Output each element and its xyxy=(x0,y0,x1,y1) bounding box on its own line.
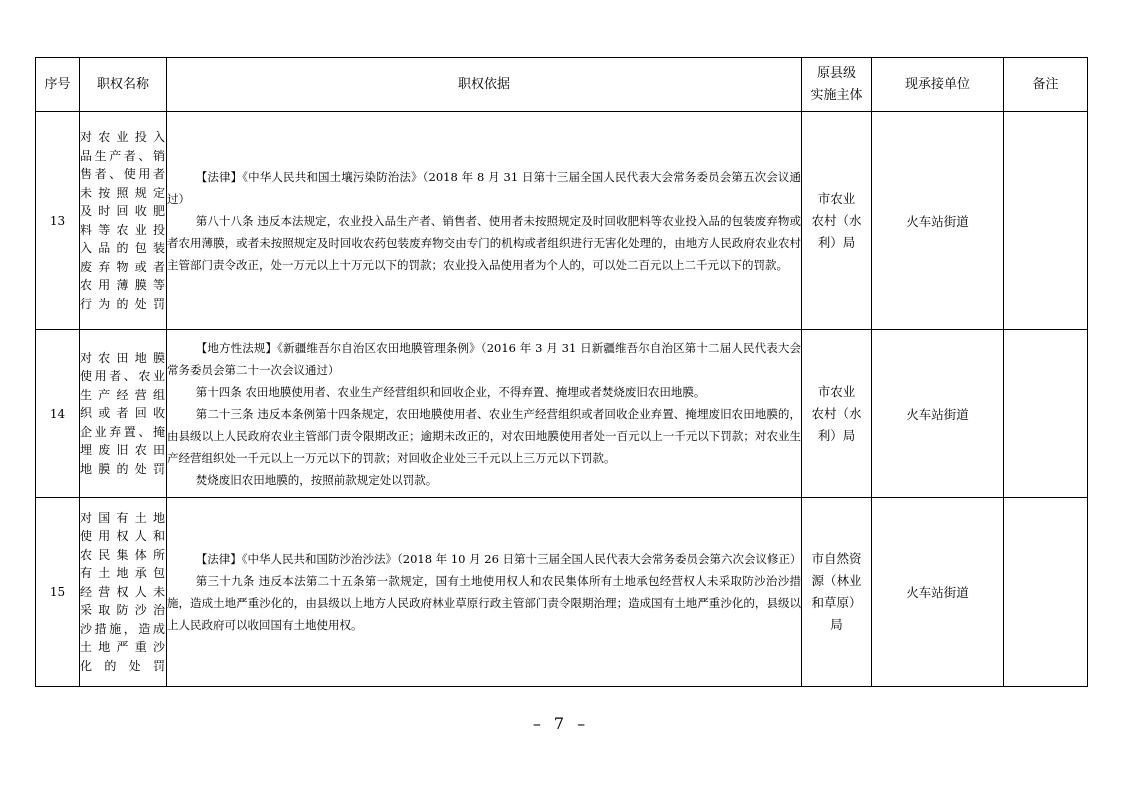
subject-line: 和草原） xyxy=(811,595,862,610)
row-authority-basis xyxy=(167,112,802,330)
name-line: 未按照规定 xyxy=(80,185,166,200)
name-line: 织或者回收 xyxy=(80,406,166,421)
basis-paragraph: 第二十三条 违反本条例第十四条规定，农田地膜使用者、农业生产经营组织或者回收企业弃置、掩埋废旧农田地膜的，由县级以上人民政府农业主管部门责令限期改正；逾期未改正的，对农田地膜使用者处一百元以上一千元以下罚款；对农业生产经营组织处一千元以上一万元以下的罚款；对回收企业处三千元以上三万元以下罚款。 xyxy=(167,406,801,465)
subject-line: 市农业 xyxy=(817,190,856,206)
row-note xyxy=(1004,112,1088,330)
name-line: 使用权人和 xyxy=(80,529,166,544)
name-line: 对国有土地 xyxy=(80,510,166,525)
basis-paragraph: 【法律】《中华人民共和国土壤污染防治法》（2018 年 8 月 31 日第十三届全国人民代表大会常务委员会第五次会议通过） xyxy=(167,169,801,206)
name-line: 行为的处罚 xyxy=(80,296,166,311)
row-receiving-unit: 火车站街道 xyxy=(872,498,1004,687)
subject-line: 市自然资 xyxy=(811,551,862,566)
name-line: 地膜的处罚 xyxy=(80,461,166,476)
header-subject xyxy=(802,58,872,112)
name-line: 埋废旧农田 xyxy=(80,443,166,458)
row-note xyxy=(1004,498,1088,687)
name-line: 及时回收肥 xyxy=(80,204,166,218)
row-original-subject xyxy=(802,498,872,687)
name-line: 售者、使用者 xyxy=(80,167,166,181)
row-authority-basis xyxy=(167,498,802,687)
name-line: 土地严重沙 xyxy=(80,640,166,655)
basis-paragraph: 【地方性法规】《新疆维吾尔自治区农田地膜管理条例》（2016 年 3 月 31 日新疆维吾尔自治区第十二届人民代表大会常务委员会第二十一次会议通过） xyxy=(167,340,801,377)
header-seq: 序号 xyxy=(36,58,80,112)
row-seq: 14 xyxy=(36,330,80,498)
name-line: 品生产者、销 xyxy=(80,148,166,163)
name-line: 农民集体所 xyxy=(80,547,166,562)
name-line: 生产经营组 xyxy=(80,387,166,402)
header-subject-line2: 实施主体 xyxy=(810,87,863,103)
row-receiving-unit: 火车站街道 xyxy=(872,330,1004,498)
table-row xyxy=(36,498,1088,687)
name-line: 料等农业投 xyxy=(80,222,166,237)
row-authority-name xyxy=(80,498,167,687)
name-line: 采取防沙治 xyxy=(80,603,166,618)
page-number: – 7 – xyxy=(532,714,590,733)
row-original-subject xyxy=(802,330,872,498)
row-seq: 15 xyxy=(36,498,80,687)
subject-line: 局 xyxy=(830,617,843,632)
header-note: 备注 xyxy=(1004,58,1088,112)
row-authority-name xyxy=(80,112,167,330)
name-line: 企业弃置、掩 xyxy=(80,424,166,439)
name-line: 化的处罚 xyxy=(80,658,166,673)
basis-paragraph: 第三十九条 违反本法第二十五条第一款规定，国有土地使用权人和农民集体所有土地承包经营权人未采取防沙治沙措施，造成土地严重沙化的，由县级以上地方人民政府林业草原行政主管部门责令限期治理；造成国有土地严重沙化的，县级以上人民政府可以收回国有土地使用权。 xyxy=(167,574,801,632)
row-receiving-unit: 火车站街道 xyxy=(872,112,1004,330)
row-authority-name xyxy=(80,330,167,498)
name-line: 对农田地膜 xyxy=(80,350,166,365)
subject-line: 市农业 xyxy=(817,383,856,399)
authority-table xyxy=(35,57,1088,687)
header-basis: 职权依据 xyxy=(167,58,802,112)
subject-line: 利）局 xyxy=(817,234,856,250)
header-name: 职权名称 xyxy=(80,58,167,112)
subject-line: 利）局 xyxy=(817,427,856,443)
subject-line: 农村（水 xyxy=(811,212,862,228)
name-line: 对农业投入 xyxy=(80,130,166,144)
name-line: 废弃物或者 xyxy=(80,259,166,274)
row-original-subject xyxy=(802,112,872,330)
header-subject-line1: 原县级 xyxy=(816,65,856,81)
name-line: 使用者、农业 xyxy=(80,369,166,384)
row-seq: 13 xyxy=(36,112,80,330)
basis-paragraph: 【法律】《中华人民共和国防沙治沙法》（2018 年 10 月 26 日第十三届全国人民代表大会常务委员会第六次会议修正） xyxy=(195,552,802,566)
name-line: 沙措施，造成 xyxy=(80,621,166,636)
table-row xyxy=(36,112,1088,330)
subject-line: 源（林业 xyxy=(811,573,862,588)
subject-line: 农村（水 xyxy=(811,405,862,421)
table-header-row xyxy=(36,58,1088,112)
name-line: 农用薄膜等 xyxy=(80,278,166,292)
name-line: 经营权人未 xyxy=(80,584,166,599)
basis-paragraph: 第八十八条 违反本法规定，农业投入品生产者、销售者、使用者未按照规定及时回收肥料等农业投入品的包装废弃物或者农用薄膜，或者未按照规定及时回收农药包装废弃物交由专门的机构或者组织进行无害化处理的，由地方人民政府农业农村主管部门责令改正，处一万元以上十万元以下的罚款；农业投入品使用者为个人的，可以处二百元以上二千元以下的罚款。 xyxy=(167,213,801,272)
header-unit: 现承接单位 xyxy=(872,58,1004,112)
row-authority-basis xyxy=(167,330,802,498)
name-line: 入品的包装 xyxy=(80,241,166,255)
basis-paragraph: 第十四条 农田地膜使用者、农业生产经营组织和回收企业，不得弃置、掩埋或者焚烧废旧农田地膜。 xyxy=(195,384,706,399)
name-line: 有土地承包 xyxy=(80,566,166,581)
row-note xyxy=(1004,330,1088,498)
basis-paragraph: 焚烧废旧农田地膜的，按照前款规定处以罚款。 xyxy=(195,472,438,487)
table-row xyxy=(36,330,1088,498)
